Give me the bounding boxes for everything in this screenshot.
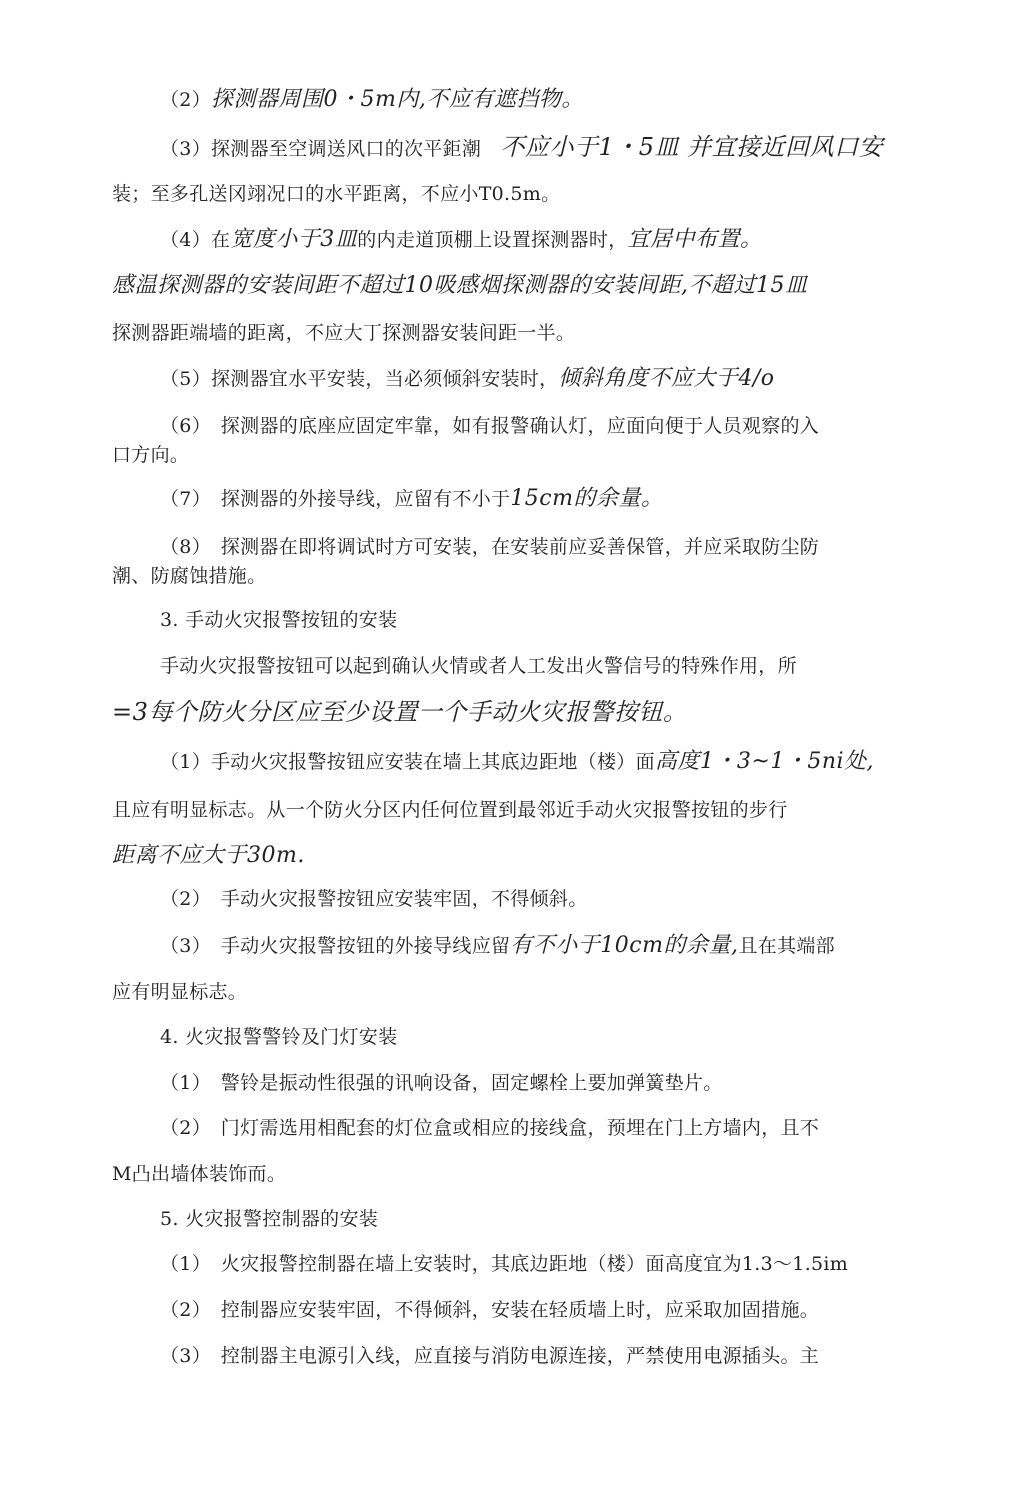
text-line xyxy=(160,226,763,254)
text-line xyxy=(160,652,797,680)
text-run: （7） 探测器的外接导线，应留有不小于 xyxy=(160,488,511,510)
text-run: （2） 手动火灾报警按钮应安装牢固，不得倾斜。 xyxy=(160,888,588,910)
text-run: （2） 门灯需选用相配套的灯位盒或相应的接线盒，预埋在门上方墙内，且不 xyxy=(160,1117,820,1139)
text-run: （1） 警铃是振动性很强的讯响设备，固定螺栓上要加弹簧垫片。 xyxy=(160,1072,723,1094)
text-line xyxy=(160,86,584,114)
item-number: （2） xyxy=(160,89,211,111)
text-run: 应有明显标志。 xyxy=(112,981,248,1003)
text-line xyxy=(160,1342,819,1370)
text-run: （4）在 xyxy=(160,229,231,251)
text-line xyxy=(160,1114,819,1142)
text-run: （3） 手动火灾报警按钮的外接导线应留 xyxy=(160,935,511,957)
text-run: 探测器距端墙的距离，不应大丁探测器安装间距一半。 xyxy=(112,322,576,344)
text-line xyxy=(160,133,883,163)
text-line xyxy=(160,885,588,913)
text-run: （3）探测器至空调送风口的次平鉅潮 xyxy=(160,138,482,160)
section-heading xyxy=(160,606,397,634)
italic-text: 高度1・3~1・5ni处, xyxy=(654,749,875,774)
italic-text: 宜居中布置。 xyxy=(627,227,763,252)
text-run: M凸出墙体装饰而。 xyxy=(112,1163,287,1185)
italic-text: 距离不应大于30m. xyxy=(112,843,305,868)
section-heading xyxy=(160,1205,378,1233)
text-run: 装；至多孔送冈翊况口的水平距离，不应小T0.5m。 xyxy=(112,183,561,205)
text-run: 的内走道顶棚上设置探测器时， xyxy=(357,229,628,251)
italic-text: 探测器周围0・5m内,不应有遮挡物。 xyxy=(211,87,584,112)
text-run: 且应有明显标志。从一个防火分区内任何位置到最邻近手动火灾报警按钮的步行 xyxy=(112,799,788,821)
section-heading xyxy=(160,1023,397,1051)
italic-text: =3每个防火分区应至少设置一个手动火灾报警按钮。 xyxy=(112,698,688,726)
text-run: （5）探测器宜水平安装，当必须倾斜安装时， xyxy=(160,368,559,390)
text-line xyxy=(160,932,835,960)
text-line xyxy=(160,1296,819,1324)
heading-text: 4. 火灾报警警铃及门灯安装 xyxy=(160,1026,398,1048)
italic-text: 宽度小于3皿 xyxy=(230,227,358,252)
heading-text: 3. 手动火灾报警按钮的安装 xyxy=(160,609,398,631)
text-line xyxy=(112,562,266,590)
italic-line xyxy=(112,272,807,300)
text-run: （8） 探测器在即将调试时方可安装，在安装前应妥善保管，并应采取防尘防 xyxy=(160,536,820,558)
text-run: 手动火灾报警按钮可以起到确认火情或者人工发出火警信号的特殊作用，所 xyxy=(160,655,797,677)
italic-text: 有不小于10cm的余量, xyxy=(510,933,739,958)
text-run: （6） 探测器的底座应固定牢靠，如有报警确认灯，应面向便于人员观察的入 xyxy=(160,415,820,437)
text-line xyxy=(160,485,663,513)
italic-line xyxy=(112,842,305,870)
text-line xyxy=(160,365,775,393)
text-line xyxy=(160,1069,723,1097)
text-run: （2） 控制器应安装牢固，不得倾斜，安装在轻质墙上时，应采取加固措施。 xyxy=(160,1299,820,1321)
italic-text: 倾斜角度不应大于4/o xyxy=(558,366,775,391)
heading-text: 5. 火灾报警控制器的安装 xyxy=(160,1208,379,1230)
text-line xyxy=(160,412,819,440)
text-line xyxy=(112,1160,286,1188)
text-line xyxy=(112,180,560,208)
text-line xyxy=(112,319,575,347)
text-line xyxy=(112,441,189,469)
text-line xyxy=(160,748,874,776)
text-run: （1）手动火灾报警按钮应安装在墙上其底边距地（楼）面 xyxy=(160,751,655,773)
text-run: 潮、防腐蚀措施。 xyxy=(112,565,267,587)
text-line xyxy=(160,1250,848,1278)
text-run: 且在其端部 xyxy=(738,935,835,957)
italic-text: 不应小于1・5皿 并宜接近回风口安 xyxy=(500,133,884,161)
italic-text: 感温探测器的安装间距不超过10吸感烟探测器的安装间距,不超过15皿 xyxy=(112,273,808,298)
italic-line xyxy=(112,698,687,726)
italic-text: 15cm的余量。 xyxy=(510,486,664,511)
text-line xyxy=(112,796,788,824)
text-line xyxy=(160,533,819,561)
text-run: （1） 火灾报警控制器在墙上安装时，其底边距地（楼）面高度宜为1.3～1.5im xyxy=(160,1253,849,1275)
text-run: 口方向。 xyxy=(112,444,190,466)
text-line xyxy=(112,978,247,1006)
text-run: （3） 控制器主电源引入线，应直接与消防电源连接，严禁使用电源插头。主 xyxy=(160,1345,820,1367)
